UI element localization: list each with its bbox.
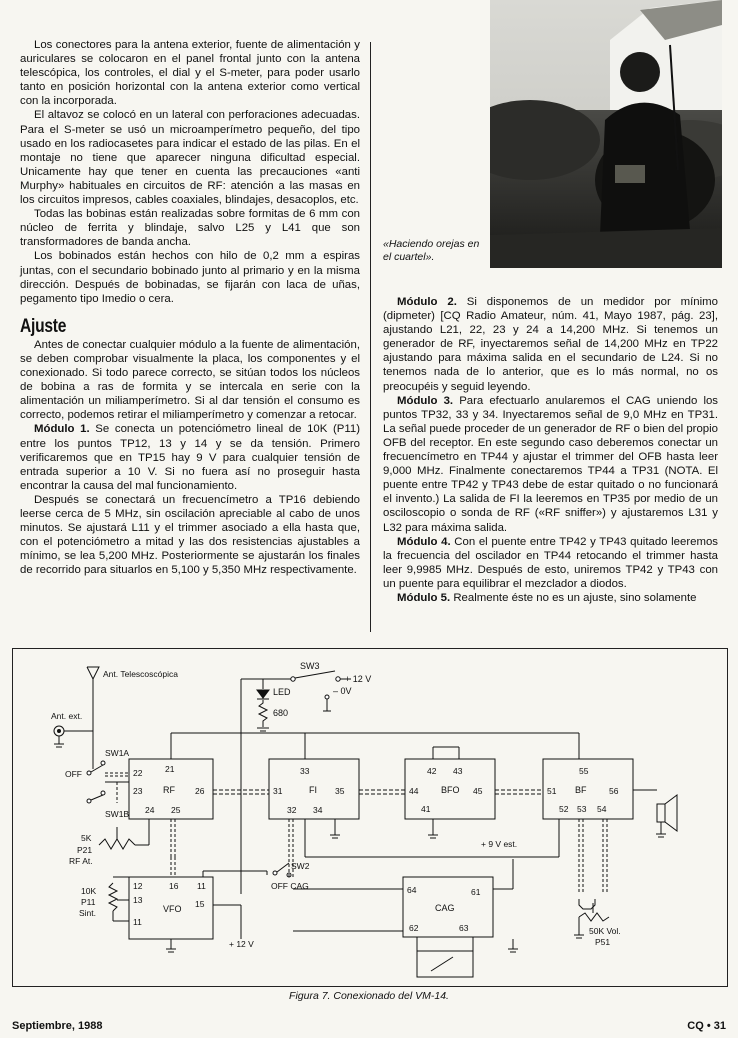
pin-43: 43 [453,766,463,776]
pin-51: 51 [547,786,557,796]
paragraph [383,591,718,605]
paragraph-text: Con el puente entre TP42 y TP43 quitado leeremos la frecuencia del oscilador en TP44 retocando el trimmer hasta leer 9,9985 MHz. Después de esto, uniremos TP42 y TP43 con un puente para equilibrar el mezclador a diodos. [383,535,718,590]
pin-41: 41 [421,804,431,814]
ant-ext-label: Ant. ext. [51,711,83,721]
pin-14: 11 [133,917,142,927]
paragraph-text: Para efectuarlo anularemos el CAG uniendo los puntos TP32, 33 y 34. Inyectaremos señal de 9,0 MHz en TP31. La señal puede proceder de un generador de RF o bien del propio OFB del receptor. En este segundo caso deberemos conectar un frecuencímetro en TP44 y ajustar el trimmer del OFB hasta leer 9,000 MHz. Finalmente conectaremos TP44 a TP31 (NOTA. El puente entre TP42 y TP43 debe de estar quitado o no funcionará el invento.) La salida de FI la leeremos en TP35 por medio de un osciloscopio o sonda de RF («RF sniffer») y ajustaremos L31 y L32 para máxima salida. [383,394,719,534]
pin-44: 44 [409,786,419,796]
bf-block-label: BF [575,785,587,795]
led-label: LED [273,687,291,697]
off-cag-label: OFF CAG [271,881,309,891]
pin-11: 11 [197,881,206,891]
bfo-block-label: BFO [441,785,460,795]
sw1a-label: SW1A [105,748,130,758]
paragraph-text: Si disponemos de un medidor por mínimo (dipmeter) [CQ Radio Amateur, núm. 41, Mayo 1987, pág. 23], ajustando L21, 22, 23 y 24 a 14,200 MHz. Si tenemos un generador de RF, inyectaremos señal de 14,200 MHz en TP22 ajustando para máxima salida en el secundario de L24. Si no tenemos nada de lo anterior, que es lo más normal, no os preocupéis y seguid leyendo. [383,296,719,393]
p21-label: P21 [77,845,93,855]
figure-caption: Figura 7. Conexionado del VM-14. [289,990,449,1002]
paragraph [20,422,360,492]
p21-value-label: 5K [81,833,92,843]
modulo-label: Módulo 2. [397,296,457,308]
plus12v-bottom-label: + 12 V [229,939,254,949]
pin-12: 12 [133,881,143,891]
pin-16: 16 [169,881,179,891]
paragraph: Los conectores para la antena exterior, fuente de alimentación y auriculares se colocaron en el panel frontal junto con la antena telescópica, los controles, el dial y el S-meter, para poder usarlo tanto en posición horizontal con la antena exterior como vertical con la incorporada. [20,39,360,108]
pin-54: 54 [597,804,607,814]
paragraph-text: Se conecta un potenciómetro lineal de 10K (P11) entre los puntos TP12, 13 y 14 y se da tensión. Primero verificaremos que en TP15 hay 9 V para cualquier tensión de entrada superior a 10 V. Si no fuera así no proseguir hasta encontrar la causa del mal funcionamiento. [20,423,361,492]
pin-33: 33 [300,766,310,776]
pin-62: 62 [409,923,419,933]
pin-21: 21 [165,764,175,774]
pin-63: 63 [459,923,469,933]
left-column [20,38,360,577]
pin-23: 23 [133,786,143,796]
pin-52: 52 [559,804,569,814]
pin-56: 56 [609,786,619,796]
sw3-label: SW3 [300,661,320,671]
modulo-label: Módulo 4. [397,535,451,548]
paragraph: Después se conectará un frecuencímetro a TP16 debiendo leerse cerca de 5 MHz, sin oscilación apreciable al cabo de unos minutos. Se ajustará L11 y el trimmer asociado a ella hasta que, con el potenciómetro a mitad y las dos resistencias ajustables a mínimo, se lea 5,200 MHz. Posteriormente se ajustarán los finales de recorrido para situarlos en 5,100 y 5,350 MHz respectivamente. [20,493,360,577]
minus0v-label: – 0V [333,686,352,696]
pin-45: 45 [473,786,483,796]
right-column [383,295,718,605]
pin-15: 15 [195,899,205,909]
paragraph-text: Realmente éste no es un ajuste, sino solamente [450,591,697,604]
off-label: OFF [65,769,82,779]
pin-31: 31 [273,786,283,796]
photo-caption: «Haciendo orejas en el cuartel». [383,238,480,263]
figure-frame [12,648,728,987]
p51-label: P51 [595,937,611,947]
paragraph [383,394,718,535]
modulo-label: Módulo 3. [397,394,454,407]
modulo-label: Módulo 1. [34,423,90,436]
paragraph [383,295,718,394]
paragraph: Los bobinados están hechos con hilo de 0,2 mm a espiras juntas, con el secundario bobinado junto al primario y en la misma dirección. Después de bobinadas, se fijarán con laca de uñas, pegamento tipo Imedio o cera. [20,250,360,305]
pin-64: 64 [407,885,417,895]
sint-label: Sint. [79,908,97,918]
pin-42: 42 [427,766,437,776]
pin-22: 22 [133,768,143,778]
p11-value-label: 10K [81,886,97,896]
paragraph: Todas las bobinas están realizadas sobre formitas de 6 mm con núcleo de ferrita y blindaje, salvo L25 y L41 que son transformadores de banda ancha. [20,208,360,249]
paragraph: Antes de conectar cualquier módulo a la fuente de alimentación, se deben comprobar visualmente la placa, los componentes y el conexionado. Si todo parece correcto, se sitúan todos los núcleos de bobina a ras de formita y se intercala en serie con la alimentación un miliamperímetro. Si al dar tensión el consumo es correcto, podemos retirar el miliamperímetro y comenzar a retocar. [20,338,360,422]
footer-page-number: CQ • 31 [687,1020,726,1032]
paragraph [383,535,718,591]
modulo-label: Módulo 5. [397,591,451,604]
p11-label: P11 [81,897,96,907]
pin-35: 35 [335,786,345,796]
pin-61: 61 [471,887,481,897]
photo-image [490,0,722,268]
column-divider [370,42,371,632]
p51-value-label: 50K Vol. [589,926,621,936]
pin-24: 24 [145,805,155,815]
paragraph: El altavoz se colocó en un lateral con perforaciones adecuadas. Para el S-meter se usó un microamperímetro pequeño, del tipo usado en los radiocasetes para indicar el estado de las pilas. En el montaje no tiene que aparecer ninguna dificultad especial. Unicamente hay que tener en cuenta las precauciones «anti Murphy» habituales en circuitos de RF: atención a las masas en los circuitos impresos, cables coaxiales, blindajes, desacoplos, etc. [20,109,360,207]
pin-25: 25 [171,805,181,815]
vfo-block-label: VFO [163,904,182,914]
footer-date: Septiembre, 1988 [12,1020,103,1032]
photo [490,0,722,268]
r680-label: 680 [273,708,289,718]
plus12v-top-label: + 12 V [345,674,372,684]
plus9v-est-label: + 9 V est. [481,839,518,849]
pin-26: 26 [195,786,205,796]
fi-block-label: FI [309,785,317,795]
pin-55: 55 [579,766,589,776]
pin-13: 13 [133,895,143,905]
pin-32: 32 [287,805,297,815]
sw2-label: SW2 [291,861,310,871]
cag-block-label: CAG [435,903,455,913]
ant-telescopica-label: Ant. Telescoscópica [103,669,178,679]
section-heading: Ajuste [20,315,67,337]
rf-at-label: RF At. [69,856,93,866]
schematic-diagram [13,649,727,986]
rf-block-label: RF [163,785,175,795]
sw1b-label: SW1B [105,809,130,819]
pin-53: 53 [577,804,587,814]
pin-34: 34 [313,805,323,815]
